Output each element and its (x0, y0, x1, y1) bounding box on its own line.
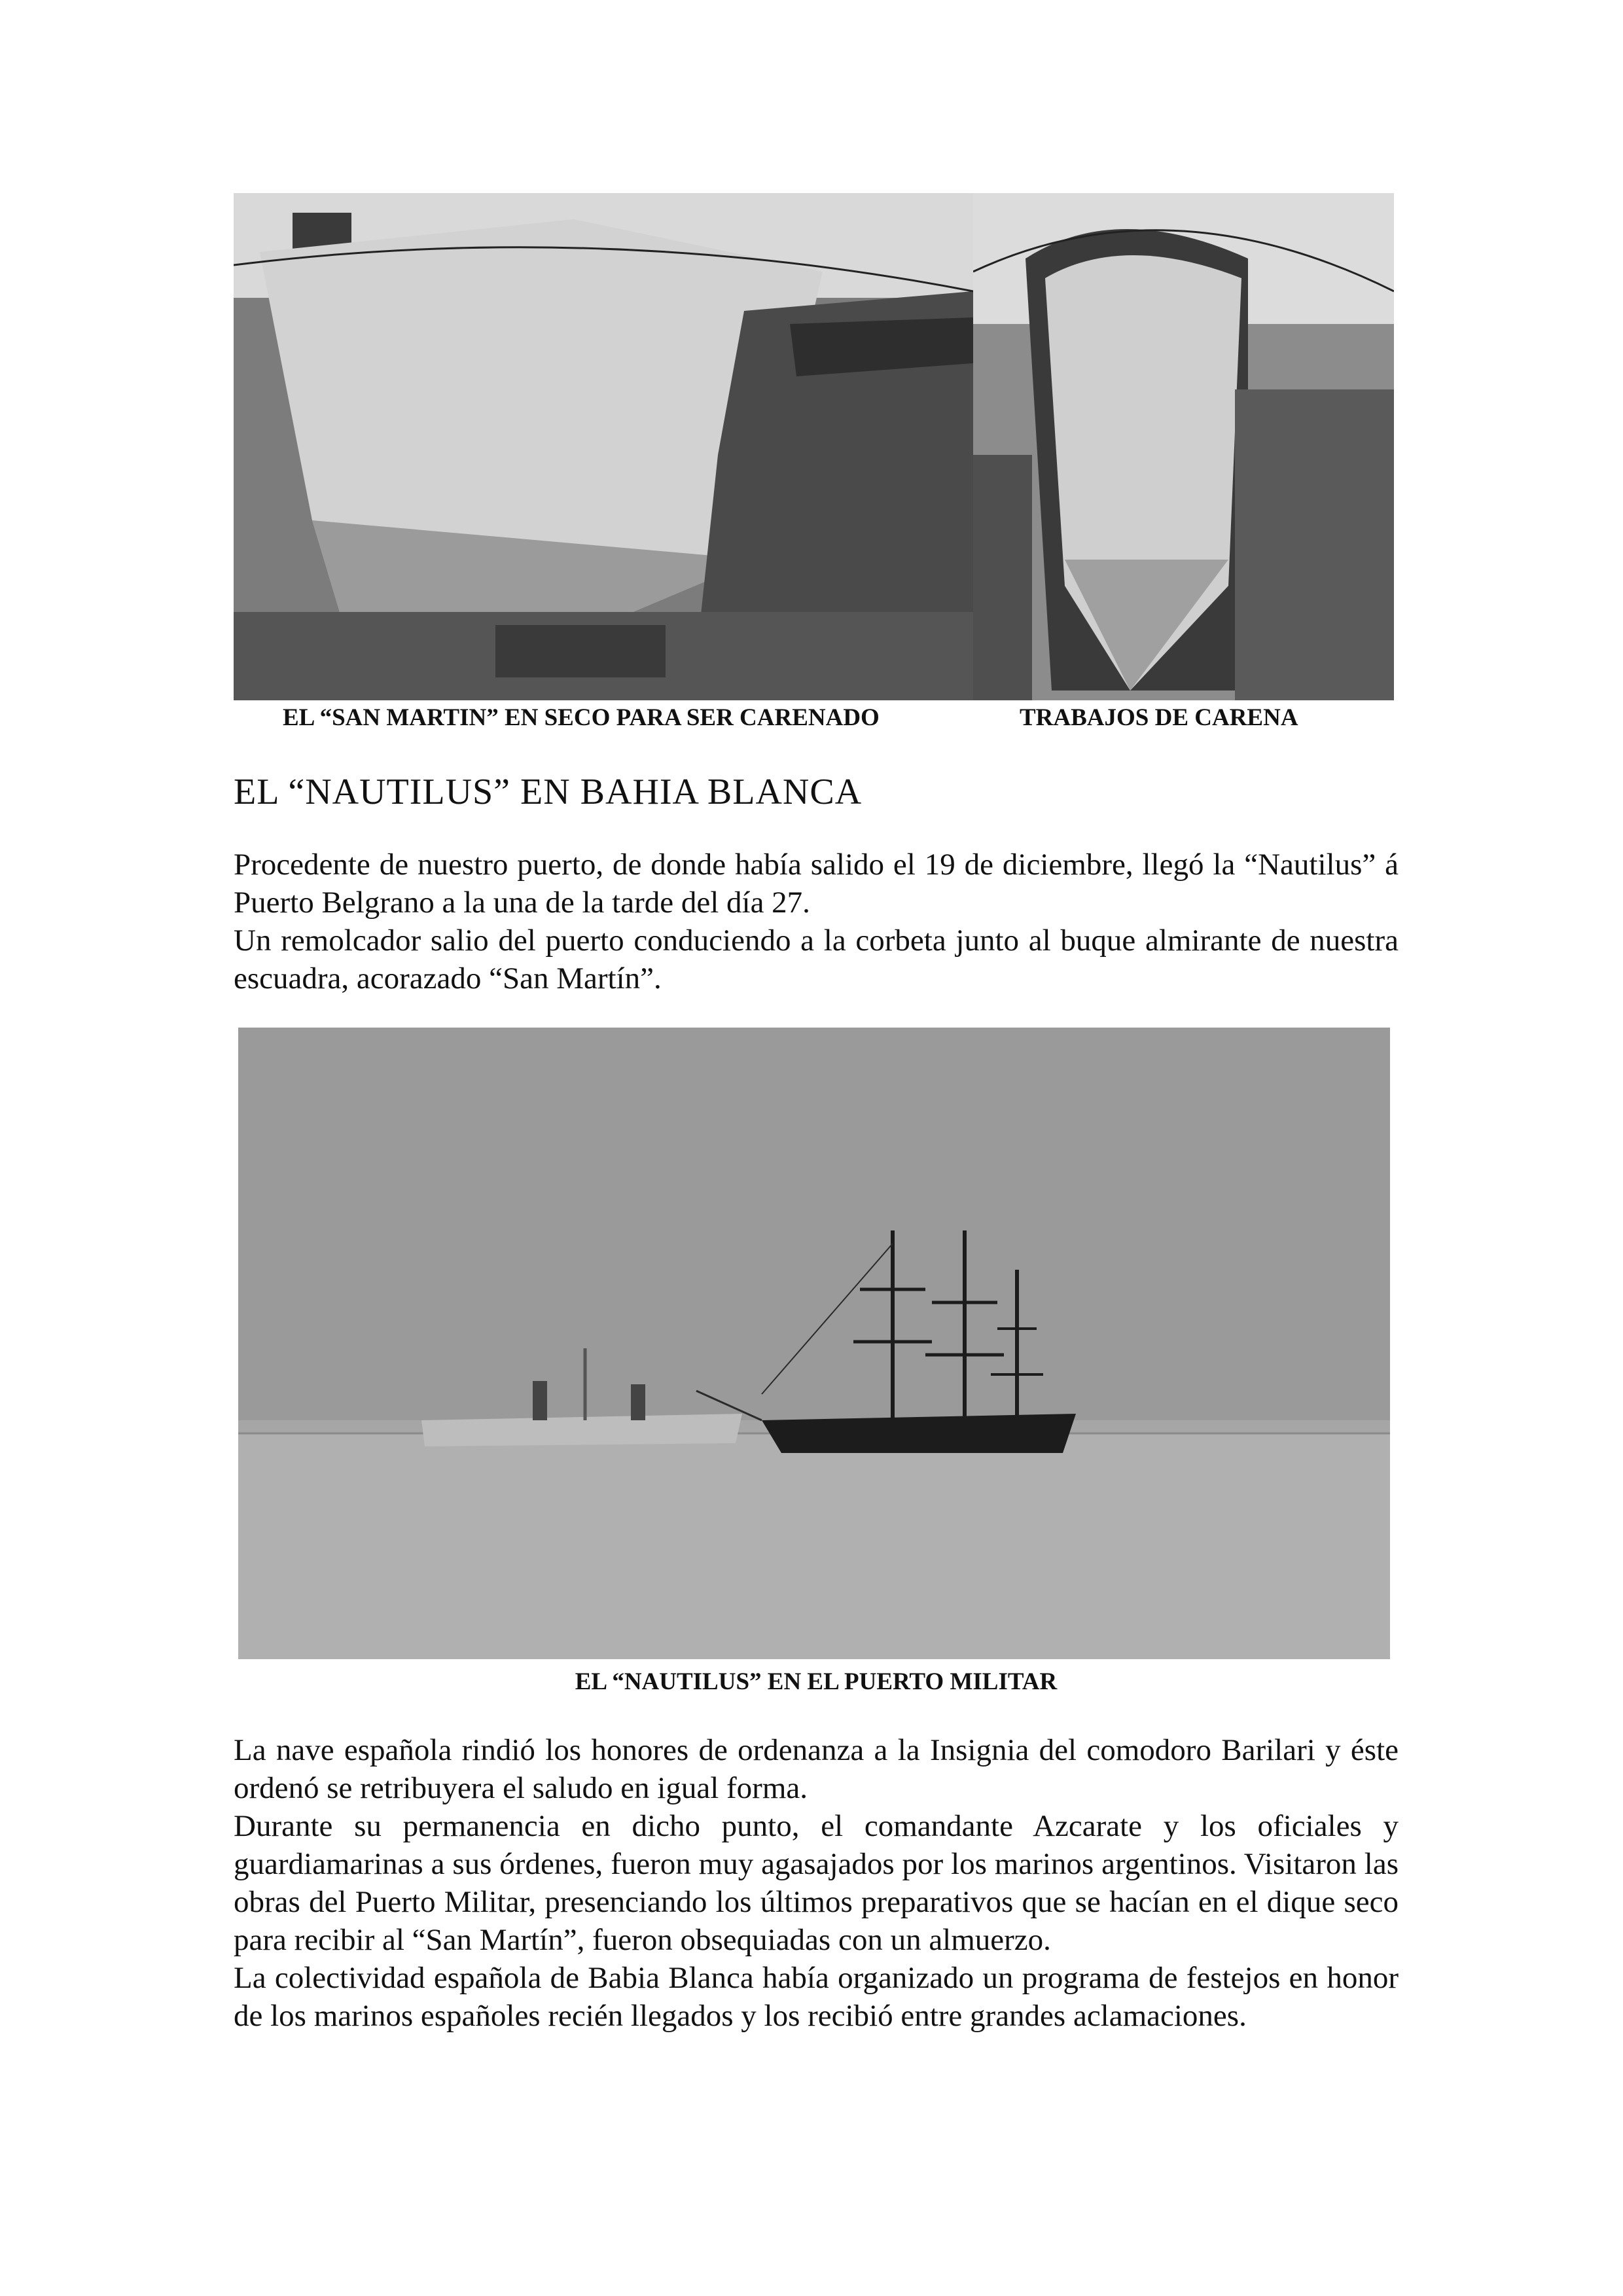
caption-nautilus-military-port: EL “NAUTILUS” EN EL PUERTO MILITAR (575, 1668, 1058, 1695)
photo-nautilus-military-port (238, 1028, 1390, 1659)
intro-paragraph-2: Un remolcador salio del puerto conduciendo a la corbeta junto al buque almirante de nuestra escuadra, acorazado “San Martín”. (234, 924, 1399, 996)
intro-text (234, 846, 1399, 997)
caption-carena-works: TRABAJOS DE CARENA (1020, 704, 1298, 731)
article-title: EL “NAUTILUS” EN BAHIA BLANCA (234, 772, 863, 812)
caption-san-martin-dry-dock: EL “SAN MARTIN” EN SECO PARA SER CARENADO (283, 704, 880, 731)
body-paragraph-1: La nave española rindió los honores de ordenanza a la Insignia del comodoro Barilari y éste ordenó se retribuyera el saludo en igual forma. (234, 1733, 1399, 1805)
body-text (234, 1731, 1399, 2035)
body-paragraph-2: Durante su permanencia en dicho punto, el comandante Azcarate y los oficiales y guardiamarinas a sus órdenes, fueron muy agasajados por los marinos argentinos. Visitaron las obras del Puerto Militar, presenciando los últimos preparativos que se hacían en el dique seco para recibir al “San Martín”, fueron obsequiadas con un almuerzo. (234, 1809, 1399, 1957)
photo-san-martin-dry-dock (234, 193, 973, 700)
intro-paragraph-1: Procedente de nuestro puerto, de donde había salido el 19 de diciembre, llegó la “Nautilus” á Puerto Belgrano a la una de la tarde del día 27. (234, 848, 1399, 920)
photo-carena-works (973, 193, 1394, 700)
body-paragraph-3: La colectividad española de Babia Blanca había organizado un programa de festejos en honor de los marinos españoles recién llegados y los recibió entre grandes aclamaciones. (234, 1961, 1399, 2033)
